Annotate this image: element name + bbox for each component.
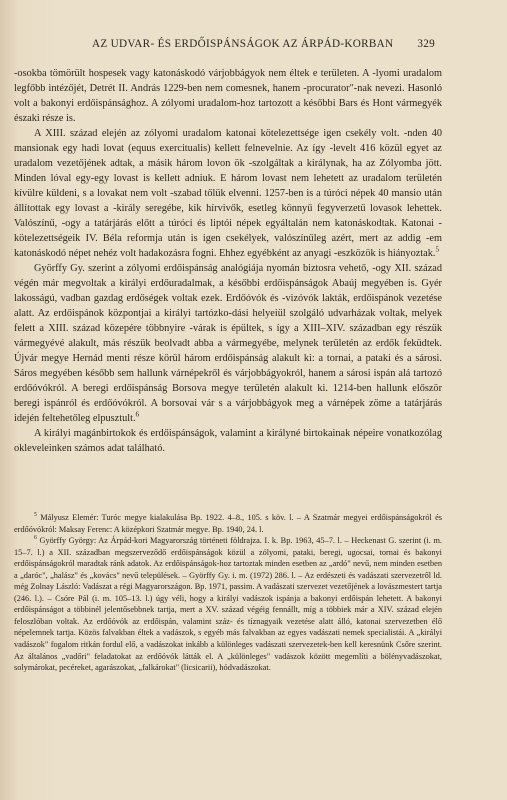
footnote: $^5$ Mályusz Elemér: Turóc megye kialakulása Bp. 1922. 4–8., 105. s köv. l. – A Szatmár megyei erdőispánságokról és erdőóvókról: Maksay Ferenc: A középkori Szatmár megye. Bp. 1940, 24. l.: [14, 512, 442, 534]
footnote-mark: 6: [34, 535, 37, 542]
page-number: 329: [417, 38, 435, 50]
paragraph: -osokba tömörült hospesek vagy katonáskodó várjobbágyok nem éltek e területen. A -lyomi uradalom legfőbb intézőjét, Detrét II. András 1229-ben nem comesnek, hanem -procurator"-nak nevezi. Hasonló volt a bakonyi erdőispánsághoz. A zólyomi uradalom-hoz tartozott a későbbi Bars és Hont vármegyék északi része is.: [14, 68, 442, 124]
running-header: [92, 38, 435, 50]
footnotes: [14, 512, 442, 674]
footnote-ref: 5: [435, 245, 440, 254]
paragraph: Györffy Gy. szerint a zólyomi erdőispánság analógiája nyomán biztosra vehető, -ogy XII. század végén már megvoltak a királyi erdőuradalmak, a későbbi erdőispánságok Abaúj megyében is. Gyér lakosságú, vadban gazdag erdőségek voltak ezek. Erdőóvók és -vizóvók lakták, erdőispánok vezetése alatt. Az erdőispánok központjai a királyi tartózko-dási helyeiül szolgáló udvarházak voltak, melyek felett a XIII. század közepére többnyire -várak is épültek, s így a XIII–XIV. században egy részük vármegyévé alakult, más részük beolvadt abba a vármegyébe, melynek területén az erdők feküdtek. Újvár megye Hernád menti része körül három erdőispánság alakult ki: a tornai, a pataki és a sárosi. Sáros megyében később sem hallunk várnépekről és várjobbágyokról, hanem a sárosi ispán alá tartozó erdőóvókról. A beregi erdőispánság Borsova megye területén alakult ki. 1214-ben hallunk először beregi ispánról és erdőóvókról. A borsovai vár s a várjobbágyok meg a várnépek zöme a tatárjárás idején feltehetőleg elpusztult.$^6$: [14, 263, 442, 424]
paragraph: A XIII. század elején az zólyomi uradalom katonai kötelezettsége igen csekély volt. -nden 40 mansionak egy hadi lovat (equus exercitualis) kellett felnevelnie. Az így -levelt 416 közül egyet az uradalom vezetőjének adtak, a másik három lovon ök -szolgáltak a királynak, ha az Zólyomba jött. Minden lóval egy-egy lovast is kellett adniuk. E három lovast nem lehetett az uradalom területén kívülre küldeni, s a lovakat nem volt -szabad tőlük elvenni. 1257-ben is a túróci népek 40 mansio után állítottak egy lovast a -király seregébe, kik hírvivők, esetleg könnyű fegyverzetű lovasok lehettek. Valószínű, -ogy a tatárjárás előtt a túróci és liptói népek egyáltalán nem katonáskodtak. Katonai -kötelezettségeik IV. Béla reformja után is igen csekélyek, valószínűleg azért, mert az addig -em katonáskodó népet nehéz volt hadakozásra fogni. Ehhez egyébként az anyagi -eszközök is hiányoztak.$^5$: [14, 128, 442, 259]
paragraph: A királyi magánbirtokok és erdőispánságok, valamint a királyné birtokainak népeire vonatkozólag okleveleinken számos adat található.: [14, 428, 442, 454]
footnote-mark: 5: [34, 512, 37, 519]
body-text: [14, 66, 442, 456]
running-title: AZ UDVAR- ÉS ERDŐISPÁNSÁGOK AZ ÁRPÁD-KORBAN: [92, 38, 394, 50]
footnote: $^6$ Györffy György: Az Árpád-kori Magyarország történeti földrajza. I. k. Bp. 1963, 45–7. l. – Heckenast G. szerint (i. m. 15–7. l.) a XII. században megszerveződő erdőispánságok közül a zólyomi, pataki, beregi, ugocsai, tornai és bakonyi erdőispánságokról maradtak ránk adatok. Az erdőispánságok-hoz tartoztak minden esetben az „ardó" nevű, nem minden esetben a „daróc", „halász" és „kovács" nevű települések. – Györffy Gy. i. m. (1972) 286. l. – Az erdészeti és vadászati szervezetről ld. még Zolnay László: Vadászat a régi Magyarországon. Bp. 1971, passim. A vadászati szervezet vezetőjének a lovászmestert tartja (246. l.). – Csóre Pál (i. m. 105–13. l.) úgy véli, hogy a királyi vadászok ispánja a bakonyi erdőispán lehetett. A bakonyi erdőispánságot a többinél jelentősebbnek tartja, mert a XV. század végéig fennállt, míg a többiek már a XIV. század elején feloszlóban voltak. Az erdőóvók az erdőispán, valamint száz- és tíznagyaik vezetése alatt álló, katonai szervezetben élő népelemnek tartja. Közös falvakban éltek a vadászok, s egyéb más falvakban az egyes vadászati nemek specialistái. A „királyi vadászok" fogalom ritkán fordul elő, a vadászokat inkább a különleges vadászati szervezetek-ben kell keresnünk Csőre szerint. Az általános „vadőri" feladatokat az erdőóvók látták el. A „különleges" vadászok között megemlíti a bölényvadászokat, solymárokat, pecéreket, agarászokat, „falkárokat" (licsicarii), hódvadászokat.: [14, 535, 442, 673]
footnote-ref: 6: [135, 410, 140, 419]
